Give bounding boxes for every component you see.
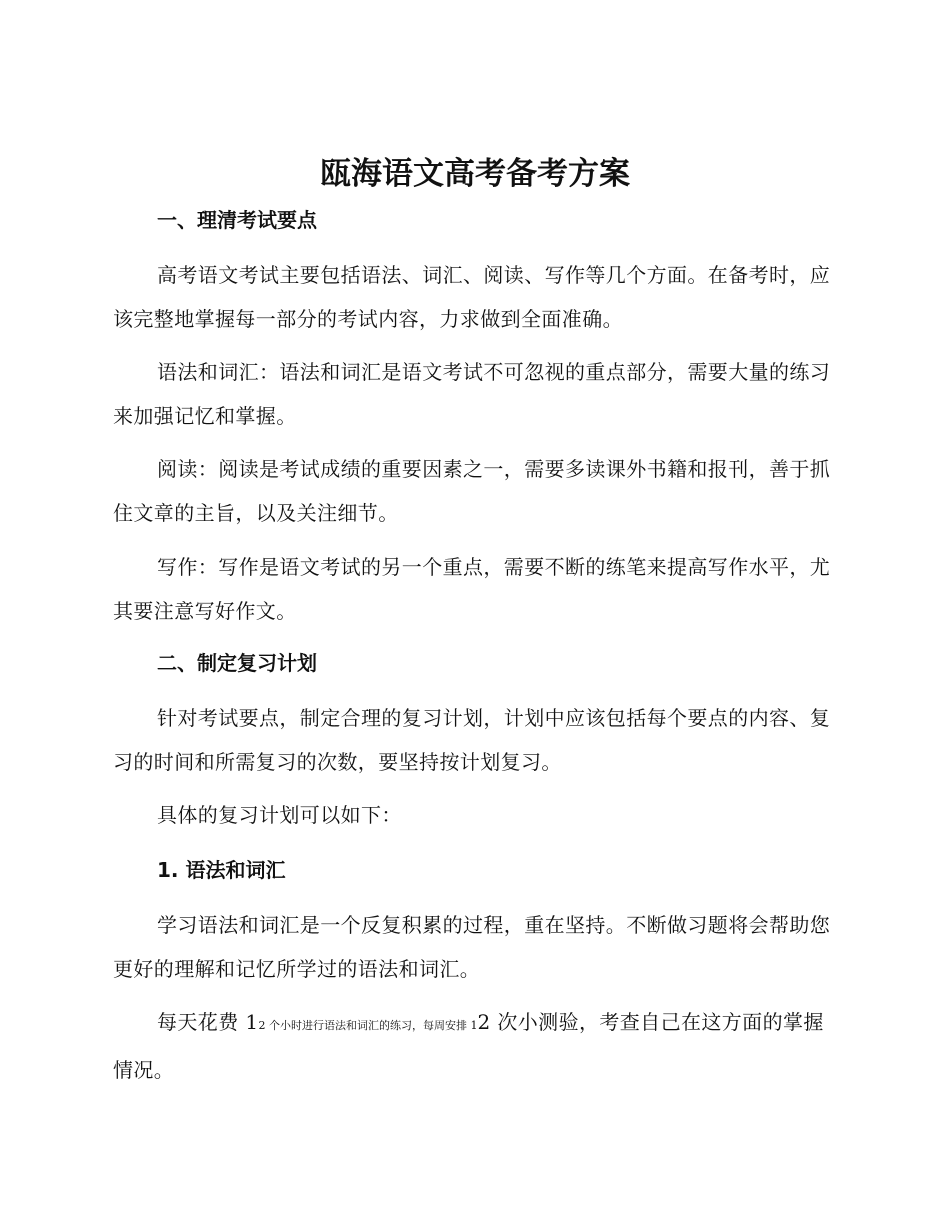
daily-schedule-small-text: 2 个小时进行语法和词汇的练习，每周安排 1 <box>258 1019 478 1032</box>
section-heading-2: 二、制定复习计划 <box>157 651 317 675</box>
paragraph-grammar-practice: 学习语法和词汇是一个反复积累的过程，重在坚持。不断做习题将会帮助您更好的理解和记忆所学过的语法和词汇。 <box>113 913 831 981</box>
daily-schedule-end: 2 次小测验，考查自己在这方面的掌握情况。 <box>113 1010 824 1082</box>
paragraph-plan-intro: 具体的复习计划可以如下： <box>157 803 402 827</box>
paragraph-reading: 阅读：阅读是考试成绩的重要因素之一，需要多读课外书籍和报刊，善于抓住文章的主旨，以及关注细节。 <box>113 457 831 525</box>
paragraph-daily-schedule <box>113 1000 831 1092</box>
paragraph-writing: 写作：写作是语文考试的另一个重点，需要不断的练笔来提高写作水平，尤其要注意写好作文。 <box>113 555 831 623</box>
paragraph-grammar-vocab: 语法和词汇：语法和词汇是语文考试不可忽视的重点部分，需要大量的练习来加强记忆和掌握。 <box>113 360 831 428</box>
document-title: 瓯海语文高考备考方案 <box>320 156 630 192</box>
daily-schedule-start: 每天花费 1 <box>157 1010 259 1034</box>
paragraph-review-plan: 针对考试要点，制定合理的复习计划，计划中应该包括每个要点的内容、复习的时间和所需复习的次数，要坚持按计划复习。 <box>113 706 831 774</box>
subsection-heading-grammar: 1. 语法和词汇 <box>157 858 286 882</box>
section-heading-1: 一、理清考试要点 <box>157 208 317 232</box>
paragraph-exam-overview: 高考语文考试主要包括语法、词汇、阅读、写作等几个方面。在备考时，应该完整地掌握每一部分的考试内容，力求做到全面准确。 <box>113 263 831 331</box>
